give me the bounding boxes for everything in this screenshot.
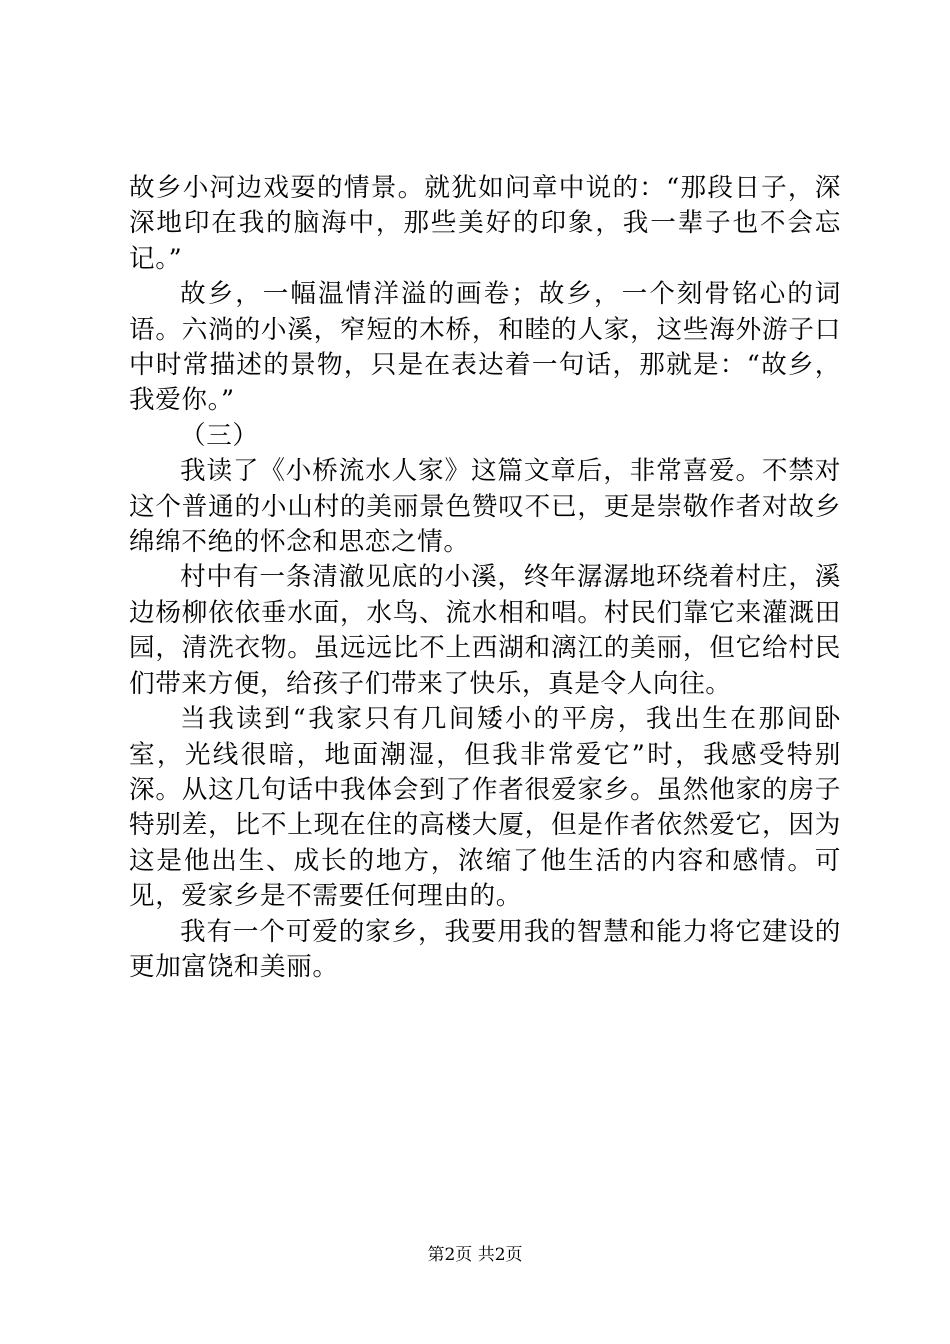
document-body (129, 171, 841, 985)
paragraph-4: 村中有一条清澈见底的小溪，终年潺潺地环绕着村庄，溪边杨柳依依垂水面，水鸟、流水相和唱。村民们靠它来灌溉田园，清洗衣物。虽远远比不上西湖和漓江的美丽，但它给村民们带来方便，给孩子们带来了快乐，真是令人向往。 (129, 562, 841, 699)
paragraph-1: 故乡小河边戏耍的情景。就犹如问章中说的：“那段日子，深深地印在我的脑海中，那些美好的印象，我一辈子也不会忘记。” (129, 173, 841, 274)
paragraph-3: 我读了《小桥流水人家》这篇文章后，非常喜爱。不禁对这个普通的小山村的美丽景色赞叹不已，更是崇敬作者对故乡绵绵不绝的怀念和思恋之情。 (129, 456, 841, 558)
page-footer: 第2页 共2页 (427, 1245, 523, 1265)
paragraph-5: 当我读到“我家只有几间矮小的平房，我出生在那间卧室，光线很暗，地面潮湿，但我非常爱它”时，我感受特别深。从这几句话中我体会到了作者很爱家乡。虽然他家的房子特别差，比不上现在住的高楼大厦，但是作者依然爱它，因为这是他出生、成长的地方，浓缩了他生活的内容和感情。可见，爱家乡是不需要任何理由的。 (129, 704, 841, 912)
paragraph-2: 故乡，一幅温情洋溢的画卷；故乡，一个刻骨铭心的词语。六淌的小溪，窄短的木桥，和睦的人家，这些海外游子口中时常描述的景物，只是在表达着一句话，那就是：“故乡，我爱你。” (129, 279, 841, 416)
paragraph-6: 我有一个可爱的家乡，我要用我的智慧和能力将它建设的更加富饶和美丽。 (129, 916, 841, 982)
section-heading: （三） (180, 420, 259, 451)
